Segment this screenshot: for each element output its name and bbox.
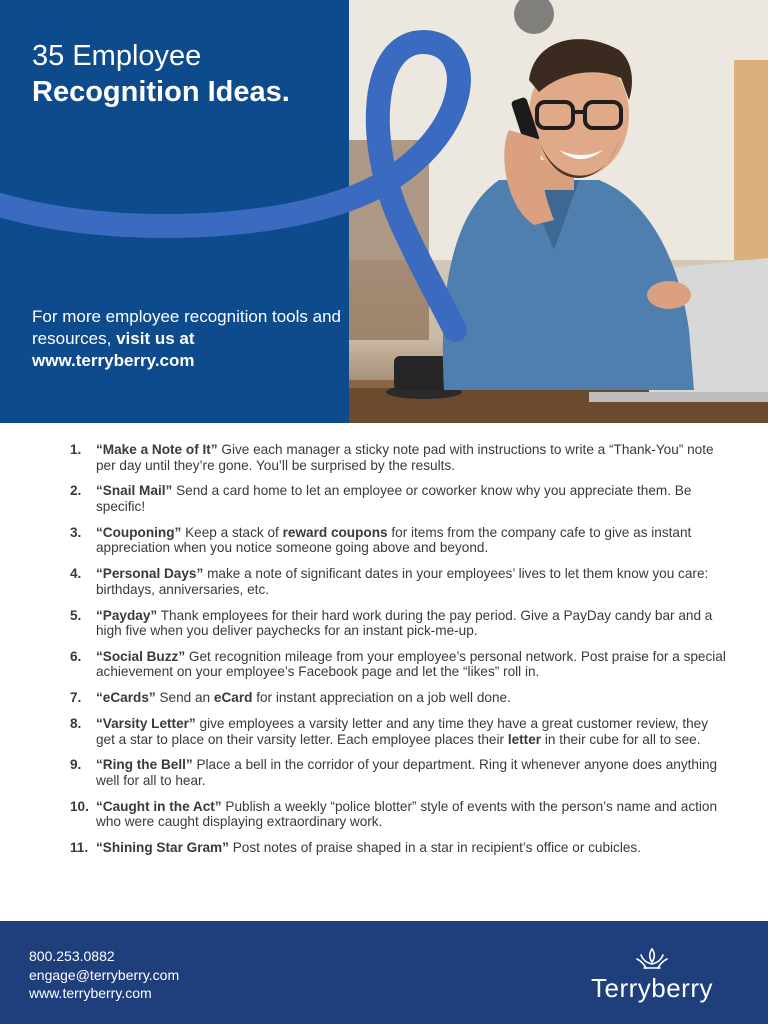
- item-number: 1.: [70, 442, 82, 457]
- item-title: “Make a Note of It”: [96, 442, 218, 457]
- list-item: [70, 442, 730, 473]
- item-number: 7.: [70, 690, 82, 706]
- item-text-bold: reward coupons: [282, 524, 388, 540]
- item-text-pre: give employees a varsity letter and any time they have a great customer review, they get a star to place on their varsity letter. Each employee places their: [96, 716, 709, 747]
- item-number: 5.: [70, 607, 82, 623]
- item-text-post: for items from the company cafe to give as instant appreciation when you notice someone going above and beyond.: [96, 524, 692, 556]
- hero-banner: [0, 0, 768, 423]
- list-item: [70, 566, 730, 597]
- item-text-bold: letter: [507, 731, 542, 747]
- list-item: [70, 608, 730, 639]
- item-text-post: in their cube for all to see.: [541, 731, 701, 747]
- item-text: Place a bell in the corridor of your department. Ring it whenever anyone does anything well for all to hear.: [96, 757, 718, 788]
- item-title: “Snail Mail”: [96, 483, 173, 499]
- item-title: “Personal Days”: [96, 566, 204, 582]
- list-item: [70, 649, 730, 680]
- item-text: Publish a weekly “police blotter” style of events with the person’s name and action who were caught displaying extraordinary work.: [96, 798, 718, 830]
- item-text-pre: Send an: [155, 690, 214, 706]
- list-item: [70, 840, 730, 856]
- list-item: [70, 799, 730, 830]
- item-title: “Ring the Bell”: [96, 757, 193, 773]
- item-title: “Social Buzz”: [96, 648, 186, 664]
- item-text: Get recognition mileage from your employee’s personal network. Post praise for a special achievement on your employee’s Facebook page and let the “likes” roll in.: [96, 648, 726, 680]
- item-title: “Shining Star Gram”: [96, 840, 229, 856]
- list-item: [70, 525, 730, 556]
- title-line-1: 35 Employee: [32, 40, 202, 72]
- item-text: Send a card home to let an employee or coworker know why you appreciate them. Be specific!: [96, 483, 692, 514]
- smiling-man-on-phone-photo: [349, 0, 768, 423]
- brand-name: Terryberry: [590, 973, 713, 1003]
- contact-info: [29, 947, 179, 1003]
- item-title: “Varsity Letter”: [96, 716, 196, 732]
- footer: [0, 921, 768, 1024]
- item-number: 10.: [70, 798, 89, 814]
- list-item: [70, 716, 730, 747]
- hero-call-to-action: [32, 306, 342, 372]
- item-text: Give each manager a sticky note pad with instructions to write a “Thank-You” note per day until they’re gone. You’ll be surprised by the results.: [96, 442, 714, 473]
- email-link[interactable]: engage@terryberry.com: [29, 966, 180, 983]
- website-link[interactable]: www.terryberry.com: [29, 985, 152, 1001]
- list-item: [70, 690, 730, 706]
- item-number: 6.: [70, 648, 82, 664]
- title-line-2: Recognition Ideas.: [32, 76, 290, 108]
- phone-number[interactable]: 800.253.0882: [29, 948, 115, 964]
- item-title: “Caught in the Act”: [96, 798, 222, 814]
- item-text: Post notes of praise shaped in a star in recipient’s office or cubicles.: [228, 840, 642, 856]
- item-text: Thank employees for their hard work during the pay period. Give a PayDay candy bar and a high five when you deliver paychecks for an instant pick-me-up.: [96, 607, 713, 639]
- page-title: [32, 38, 290, 110]
- item-number: 2.: [70, 483, 82, 499]
- list-item: [70, 757, 730, 788]
- cta-text: For more employee recognition tools and resources,: [32, 307, 341, 348]
- recognition-ideas-list: [70, 442, 730, 866]
- item-text-bold: eCard: [213, 690, 253, 706]
- item-title: “Payday”: [96, 607, 158, 623]
- item-number: 3.: [70, 524, 82, 540]
- item-number: 9.: [70, 757, 82, 773]
- item-text: make a note of significant dates in your employees’ lives to let them know you care: birthdays, anniversaries, etc.: [96, 566, 709, 597]
- item-title: “Couponing”: [96, 524, 182, 540]
- item-text-post: for instant appreciation on a job well done.: [252, 690, 511, 706]
- list-item: [70, 483, 730, 514]
- item-title: “eCards”: [96, 690, 156, 706]
- terryberry-crown-logo-icon: [635, 945, 669, 971]
- item-number: 11.: [70, 840, 89, 856]
- terryberry-logo: [567, 943, 737, 1003]
- cta-link[interactable]: visit us at www.terryberry.com: [32, 329, 195, 370]
- item-number: 8.: [70, 716, 82, 732]
- item-number: 4.: [70, 566, 82, 582]
- photo-illustration: [349, 0, 768, 423]
- item-text-pre: Keep a stack of: [181, 524, 283, 540]
